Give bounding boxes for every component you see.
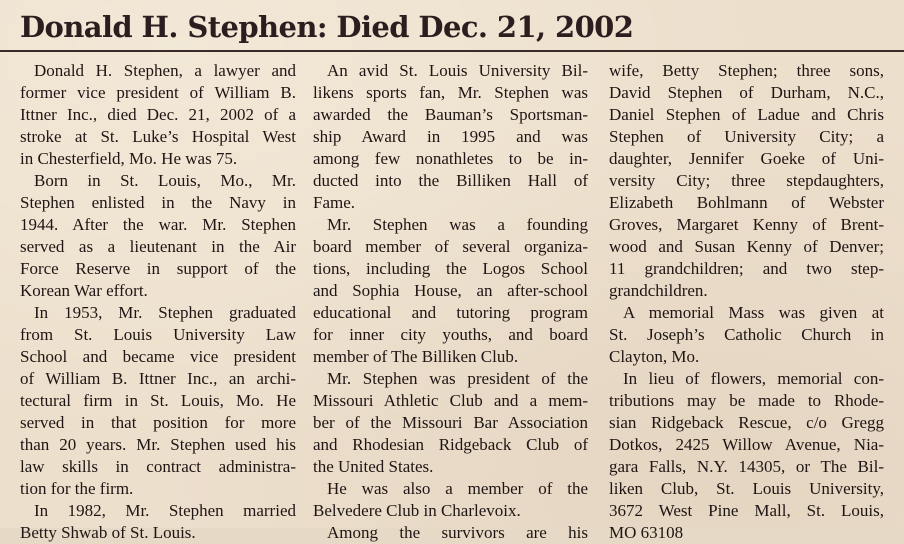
- text-line: Elizabeth Bohlmann of Webster: [609, 193, 884, 212]
- text-line: sian Ridgeback Rescue, c/o Gregg: [609, 413, 884, 432]
- text-line: Belvedere Club in Charlevoix.: [313, 501, 521, 520]
- text-line: and Sophia House, an after-school: [313, 281, 588, 300]
- text-line: Dotkos, 2425 Willow Avenue, Nia-: [609, 435, 884, 454]
- text-line: Stephen of University City; a: [609, 127, 884, 146]
- text-line: Force Reserve in support of the: [20, 259, 296, 278]
- text-line: liken Club, St. Louis University,: [609, 479, 884, 498]
- text-line: Groves, Margaret Kenny of Brent-: [609, 215, 884, 234]
- text-line: Missouri Athletic Club and a mem-: [313, 391, 588, 410]
- text-line: awarded the Bauman’s Sportsman-: [313, 105, 588, 124]
- text-line: of William B. Ittner Inc., an archi-: [20, 369, 296, 388]
- text-line: former vice president of William B.: [20, 83, 296, 102]
- text-line: Among the survivors are his: [327, 523, 588, 542]
- article-column-1: [20, 60, 296, 544]
- text-line: A memorial Mass was given at: [623, 303, 884, 322]
- text-line: 3672 West Pine Mall, St. Louis,: [609, 501, 884, 520]
- text-line: Mr. Stephen was president of the: [327, 369, 588, 388]
- text-line: versity City; three stepdaughters,: [609, 171, 884, 190]
- text-line: likens sports fan, Mr. Stephen was: [313, 83, 588, 102]
- text-line: Mr. Stephen was a founding: [327, 215, 588, 234]
- text-line: An avid St. Louis University Bil-: [327, 61, 588, 80]
- text-line: for inner city youths, and board: [313, 325, 588, 344]
- text-line: Donald H. Stephen, a lawyer and: [34, 61, 296, 80]
- text-line: ducted into the Billiken Hall of: [313, 171, 588, 190]
- text-line: In 1982, Mr. Stephen married: [34, 501, 296, 520]
- text-line: wife, Betty Stephen; three sons,: [609, 61, 884, 80]
- text-line: tributions may be made to Rhode-: [609, 391, 884, 410]
- text-line: from St. Louis University Law: [20, 325, 296, 344]
- text-line: served in that position for more: [20, 413, 296, 432]
- text-line: 1944. After the war. Mr. Stephen: [20, 215, 296, 234]
- text-line: He was also a member of the: [327, 479, 588, 498]
- text-line: Born in St. Louis, Mo., Mr.: [34, 171, 296, 190]
- text-line: Ittner Inc., died Dec. 21, 2002 of a: [20, 105, 296, 124]
- text-line: member of The Billiken Club.: [313, 347, 519, 366]
- article-column-2: [313, 60, 588, 544]
- text-line: ber of the Missouri Bar Association: [313, 413, 588, 432]
- text-line: ship Award in 1995 and was: [313, 127, 588, 146]
- text-line: Clayton, Mo.: [609, 347, 700, 366]
- text-line: law skills in contract administra-: [20, 457, 296, 476]
- text-line: In 1953, Mr. Stephen graduated: [34, 303, 296, 322]
- article-column-3: [609, 60, 884, 544]
- text-line: tion for the firm.: [20, 479, 134, 498]
- text-line: the United States.: [313, 457, 434, 476]
- text-line: daughter, Jennifer Goeke of Uni-: [609, 149, 884, 168]
- text-line: Korean War effort.: [20, 281, 148, 300]
- text-line: board member of several organiza-: [313, 237, 588, 256]
- text-line: stroke at St. Luke’s Hospital West: [20, 127, 296, 146]
- text-line: In lieu of flowers, memorial con-: [623, 369, 884, 388]
- text-line: served as a lieutenant in the Air: [20, 237, 296, 256]
- text-line: and Rhodesian Ridgeback Club of: [313, 435, 588, 454]
- text-line: Daniel Stephen of Ladue and Chris: [609, 105, 884, 124]
- text-line: tectural firm in St. Louis, Mo. He: [20, 391, 296, 410]
- text-line: tions, including the Logos School: [313, 259, 588, 278]
- text-line: than 20 years. Mr. Stephen used his: [20, 435, 296, 454]
- text-line: 11 grandchildren; and two step-: [609, 259, 884, 278]
- text-line: David Stephen of Durham, N.C.,: [609, 83, 884, 102]
- text-line: MO 63108: [609, 523, 684, 542]
- text-line: St. Joseph’s Catholic Church in: [609, 325, 884, 344]
- text-line: grandchildren.: [609, 281, 708, 300]
- text-line: wood and Susan Kenny of Denver;: [609, 237, 884, 256]
- text-line: Fame.: [313, 193, 356, 212]
- headline: Donald H. Stephen: Died Dec. 21, 2002: [20, 10, 634, 44]
- text-line: Betty Shwab of St. Louis.: [20, 523, 196, 542]
- text-line: School and became vice president: [20, 347, 296, 366]
- text-line: Stephen enlisted in the Navy in: [20, 193, 296, 212]
- text-line: in Chesterfield, Mo. He was 75.: [20, 149, 238, 168]
- text-line: educational and tutoring program: [313, 303, 588, 322]
- text-line: among few nonathletes to be in-: [313, 149, 588, 168]
- text-line: gara Falls, N.Y. 14305, or The Bil-: [609, 457, 884, 476]
- headline-rule: [0, 50, 904, 52]
